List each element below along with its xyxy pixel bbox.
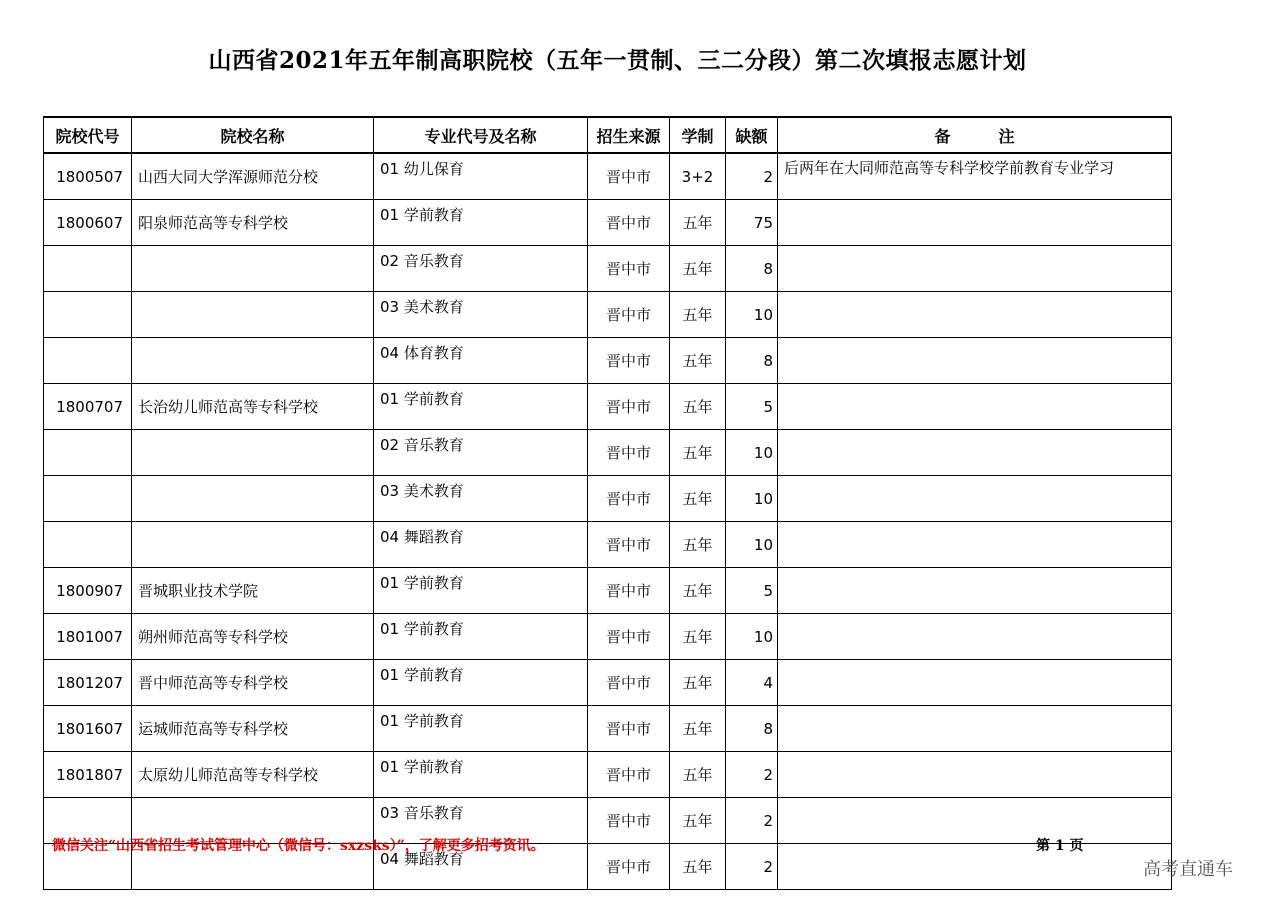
cell-source: 晋中市 xyxy=(588,568,670,614)
cell-note xyxy=(778,844,1172,890)
cell-vacancy: 10 xyxy=(726,476,778,522)
page-title: 山西省2021年五年制高职院校（五年一贯制、三二分段）第二次填报志愿计划 xyxy=(208,47,1027,74)
cell-years: 五年 xyxy=(670,476,726,522)
cell-school-code xyxy=(44,476,132,522)
cell-major: 02 音乐教育 xyxy=(374,246,588,292)
cell-school-name: 晋城职业技术学院 xyxy=(132,568,374,614)
cell-source: 晋中市 xyxy=(588,844,670,890)
cell-years: 五年 xyxy=(670,568,726,614)
cell-note xyxy=(778,430,1172,476)
table-row xyxy=(44,752,1172,798)
cell-note xyxy=(778,246,1172,292)
cell-years: 五年 xyxy=(670,614,726,660)
cell-major: 01 幼儿保育 xyxy=(374,153,588,200)
cell-major: 04 体育教育 xyxy=(374,338,588,384)
cell-note xyxy=(778,614,1172,660)
cell-note xyxy=(778,568,1172,614)
cell-major: 01 学前教育 xyxy=(374,568,588,614)
cell-source: 晋中市 xyxy=(588,200,670,246)
cell-vacancy: 10 xyxy=(726,430,778,476)
cell-source: 晋中市 xyxy=(588,430,670,476)
cell-source: 晋中市 xyxy=(588,660,670,706)
cell-school-name: 山西大同大学浑源师范分校 xyxy=(132,153,374,200)
table-row xyxy=(44,522,1172,568)
cell-source: 晋中市 xyxy=(588,614,670,660)
cell-note xyxy=(778,338,1172,384)
cell-major: 03 音乐教育 xyxy=(374,798,588,844)
cell-major: 01 学前教育 xyxy=(374,706,588,752)
cell-major: 02 音乐教育 xyxy=(374,430,588,476)
cell-years: 五年 xyxy=(670,200,726,246)
cell-source: 晋中市 xyxy=(588,798,670,844)
cell-school-code xyxy=(44,522,132,568)
cell-school-name xyxy=(132,430,374,476)
cell-source: 晋中市 xyxy=(588,706,670,752)
cell-school-code: 1801007 xyxy=(44,614,132,660)
table-row xyxy=(44,246,1172,292)
cell-note xyxy=(778,798,1172,844)
cell-school-code: 1801207 xyxy=(44,660,132,706)
cell-note xyxy=(778,292,1172,338)
cell-school-name xyxy=(132,246,374,292)
cell-major: 03 美术教育 xyxy=(374,476,588,522)
cell-source: 晋中市 xyxy=(588,476,670,522)
cell-note xyxy=(778,384,1172,430)
cell-school-code: 1800607 xyxy=(44,200,132,246)
cell-school-name: 长治幼儿师范高等专科学校 xyxy=(132,384,374,430)
watermark: 高考直通车 xyxy=(1143,859,1233,880)
header-vacancy: 缺额 xyxy=(726,117,778,153)
cell-vacancy: 10 xyxy=(726,522,778,568)
cell-years: 五年 xyxy=(670,752,726,798)
cell-school-name xyxy=(132,522,374,568)
cell-years: 五年 xyxy=(670,338,726,384)
table-header-row xyxy=(44,117,1172,153)
cell-school-name: 阳泉师范高等专科学校 xyxy=(132,200,374,246)
cell-major: 01 学前教育 xyxy=(374,384,588,430)
cell-school-code: 1800907 xyxy=(44,568,132,614)
cell-note xyxy=(778,660,1172,706)
cell-note xyxy=(778,522,1172,568)
cell-vacancy: 5 xyxy=(726,568,778,614)
table-row xyxy=(44,292,1172,338)
cell-major: 04 舞蹈教育 xyxy=(374,844,588,890)
cell-school-code xyxy=(44,246,132,292)
cell-school-code: 1800707 xyxy=(44,384,132,430)
cell-source: 晋中市 xyxy=(588,292,670,338)
cell-vacancy: 5 xyxy=(726,384,778,430)
cell-school-code xyxy=(44,430,132,476)
cell-school-name xyxy=(132,292,374,338)
cell-source: 晋中市 xyxy=(588,246,670,292)
cell-school-name: 运城师范高等专科学校 xyxy=(132,706,374,752)
cell-major: 01 学前教育 xyxy=(374,200,588,246)
cell-years: 五年 xyxy=(670,660,726,706)
cell-years: 五年 xyxy=(670,384,726,430)
cell-years: 3+2 xyxy=(670,153,726,200)
cell-vacancy: 8 xyxy=(726,338,778,384)
cell-major: 03 美术教育 xyxy=(374,292,588,338)
cell-vacancy: 8 xyxy=(726,706,778,752)
header-major: 专业代号及名称 xyxy=(374,117,588,153)
cell-school-name xyxy=(132,476,374,522)
cell-major: 04 舞蹈教育 xyxy=(374,522,588,568)
table-row xyxy=(44,384,1172,430)
header-school: 院校名称 xyxy=(132,117,374,153)
cell-years: 五年 xyxy=(670,706,726,752)
cell-vacancy: 8 xyxy=(726,246,778,292)
cell-years: 五年 xyxy=(670,246,726,292)
header-source: 招生来源 xyxy=(588,117,670,153)
cell-vacancy: 10 xyxy=(726,292,778,338)
cell-source: 晋中市 xyxy=(588,752,670,798)
cell-years: 五年 xyxy=(670,798,726,844)
page-number: 第 1 页 xyxy=(1036,838,1084,854)
table-row xyxy=(44,614,1172,660)
cell-school-name xyxy=(132,338,374,384)
cell-years: 五年 xyxy=(670,844,726,890)
cell-vacancy: 4 xyxy=(726,660,778,706)
cell-note: 后两年在大同师范高等专科学校学前教育专业学习 xyxy=(778,153,1172,200)
cell-school-name: 晋中师范高等专科学校 xyxy=(132,660,374,706)
cell-school-code: 1801607 xyxy=(44,706,132,752)
table-row xyxy=(44,200,1172,246)
cell-vacancy: 2 xyxy=(726,752,778,798)
cell-source: 晋中市 xyxy=(588,338,670,384)
footer-notice: 微信关注“山西省招生考试管理中心（微信号：sxzsks）”，了解更多招考资讯。 xyxy=(52,838,545,854)
cell-note xyxy=(778,752,1172,798)
enrollment-plan-table xyxy=(43,116,1172,890)
cell-vacancy: 2 xyxy=(726,798,778,844)
header-code: 院校代号 xyxy=(44,117,132,153)
header-note: 备 注 xyxy=(778,117,1172,153)
cell-source: 晋中市 xyxy=(588,384,670,430)
cell-school-code: 1801807 xyxy=(44,752,132,798)
cell-major: 01 学前教育 xyxy=(374,660,588,706)
cell-school-code xyxy=(44,338,132,384)
cell-major: 01 学前教育 xyxy=(374,614,588,660)
cell-years: 五年 xyxy=(670,430,726,476)
table-row xyxy=(44,338,1172,384)
table-row xyxy=(44,660,1172,706)
cell-school-code xyxy=(44,292,132,338)
table-row xyxy=(44,568,1172,614)
cell-source: 晋中市 xyxy=(588,153,670,200)
table-row xyxy=(44,476,1172,522)
table-row xyxy=(44,706,1172,752)
cell-school-name: 太原幼儿师范高等专科学校 xyxy=(132,752,374,798)
table-row xyxy=(44,153,1172,200)
table-row xyxy=(44,430,1172,476)
cell-note xyxy=(778,476,1172,522)
cell-years: 五年 xyxy=(670,522,726,568)
cell-major: 01 学前教育 xyxy=(374,752,588,798)
cell-source: 晋中市 xyxy=(588,522,670,568)
cell-school-code: 1800507 xyxy=(44,153,132,200)
cell-note xyxy=(778,706,1172,752)
cell-vacancy: 10 xyxy=(726,614,778,660)
cell-vacancy: 2 xyxy=(726,844,778,890)
cell-vacancy: 2 xyxy=(726,153,778,200)
cell-years: 五年 xyxy=(670,292,726,338)
cell-school-name: 朔州师范高等专科学校 xyxy=(132,614,374,660)
cell-note xyxy=(778,200,1172,246)
cell-vacancy: 75 xyxy=(726,200,778,246)
header-years: 学制 xyxy=(670,117,726,153)
